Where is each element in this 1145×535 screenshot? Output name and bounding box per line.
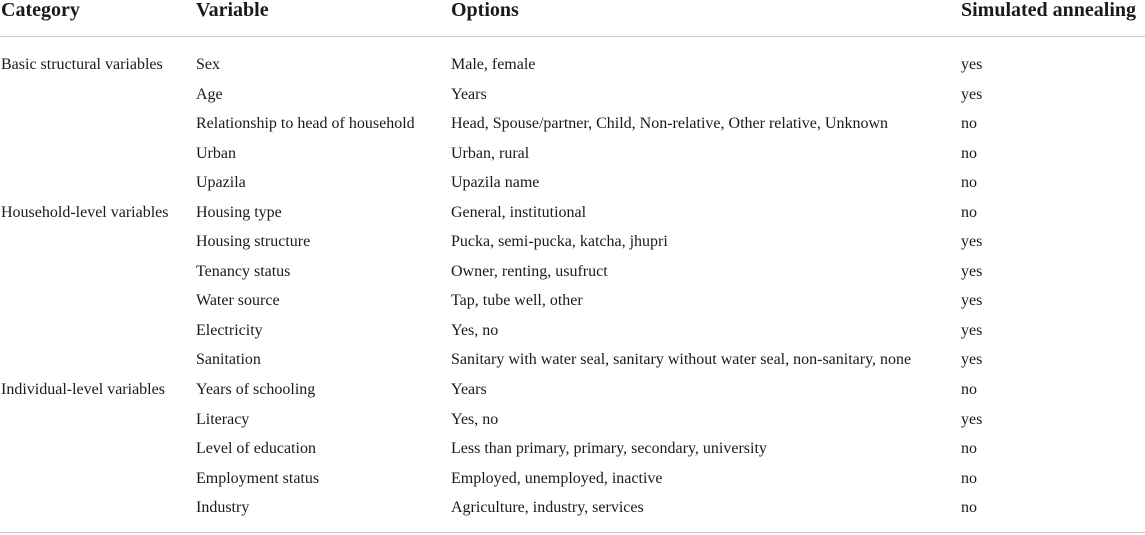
table-header (0, 0, 1145, 37)
row-options: Male, female (451, 56, 536, 73)
row-simulated-annealing: no (961, 499, 977, 517)
table-row (0, 493, 1145, 523)
table-row (0, 50, 1145, 80)
row-variable: Relationship to head of household (196, 115, 415, 133)
row-variable: Employment status (196, 469, 320, 487)
table-row (0, 316, 1145, 346)
table-row (0, 227, 1145, 257)
row-options: Owner, renting, usufruct (451, 262, 608, 280)
row-variable: Industry (196, 499, 250, 517)
row-options: Years (451, 85, 487, 103)
table-row (0, 109, 1145, 139)
row-simulated-annealing: no (961, 469, 977, 487)
row-variable: Level of education (196, 440, 316, 458)
row-category: Basic structural variables (1, 56, 163, 73)
row-options: Yes, no (451, 410, 499, 428)
row-options: Yes, no (451, 321, 499, 339)
table-row (0, 434, 1145, 464)
row-options: Pucka, semi-pucka, katcha, jhupri (451, 233, 668, 251)
row-variable: Water source (196, 292, 280, 310)
row-simulated-annealing: yes (961, 262, 983, 280)
row-options: Upazila name (451, 174, 540, 192)
row-simulated-annealing: no (961, 203, 977, 221)
table-row (0, 139, 1145, 169)
row-options: Urban, rural (451, 144, 530, 162)
row-options: Employed, unemployed, inactive (451, 469, 663, 487)
row-options: Head, Spouse/partner, Child, Non-relative, Other relative, Unknown (451, 115, 889, 133)
table-bottom-rule (0, 532, 1145, 533)
row-variable: Sanitation (196, 351, 261, 369)
row-simulated-annealing: no (961, 440, 977, 458)
row-simulated-annealing: yes (961, 410, 983, 428)
row-variable: Upazila (196, 174, 246, 192)
row-options: Years (451, 381, 487, 399)
row-simulated-annealing: yes (961, 292, 983, 310)
row-variable: Housing type (196, 203, 282, 221)
row-options: Less than primary, primary, secondary, university (451, 440, 767, 458)
table-row (0, 405, 1145, 435)
row-simulated-annealing: yes (961, 85, 983, 103)
row-variable: Tenancy status (196, 262, 291, 280)
table-row (0, 464, 1145, 494)
row-simulated-annealing: yes (961, 233, 983, 251)
table-row (0, 286, 1145, 316)
row-simulated-annealing: yes (961, 351, 983, 369)
row-category: Household-level variables (1, 203, 169, 221)
row-options: Tap, tube well, other (451, 292, 583, 310)
row-simulated-annealing: yes (961, 321, 983, 339)
header-options: Options (451, 0, 519, 21)
table-body (0, 50, 1145, 523)
table-row (0, 345, 1145, 375)
row-simulated-annealing: no (961, 144, 977, 162)
table-row (0, 168, 1145, 198)
header-variable: Variable (196, 0, 269, 21)
header-category: Category (1, 0, 80, 21)
row-simulated-annealing: yes (961, 56, 983, 73)
header-simulated-annealing: Simulated annealing (961, 0, 1137, 21)
row-simulated-annealing: no (961, 381, 977, 399)
row-variable: Years of schooling (196, 381, 316, 399)
row-variable: Electricity (196, 321, 263, 339)
row-variable: Literacy (196, 410, 250, 428)
row-simulated-annealing: no (961, 115, 977, 133)
table-row (0, 198, 1145, 228)
row-variable: Urban (196, 144, 236, 162)
row-variable: Housing structure (196, 233, 311, 251)
row-options: Sanitary with water seal, sanitary without water seal, non-sanitary, none (451, 351, 912, 369)
row-options: Agriculture, industry, services (451, 499, 644, 517)
row-variable: Age (196, 85, 223, 103)
row-options: General, institutional (451, 203, 587, 221)
table-row (0, 257, 1145, 287)
row-variable: Sex (196, 56, 220, 73)
table-row (0, 80, 1145, 110)
table-row (0, 375, 1145, 405)
row-category: Individual-level variables (1, 381, 165, 399)
row-simulated-annealing: no (961, 174, 977, 192)
